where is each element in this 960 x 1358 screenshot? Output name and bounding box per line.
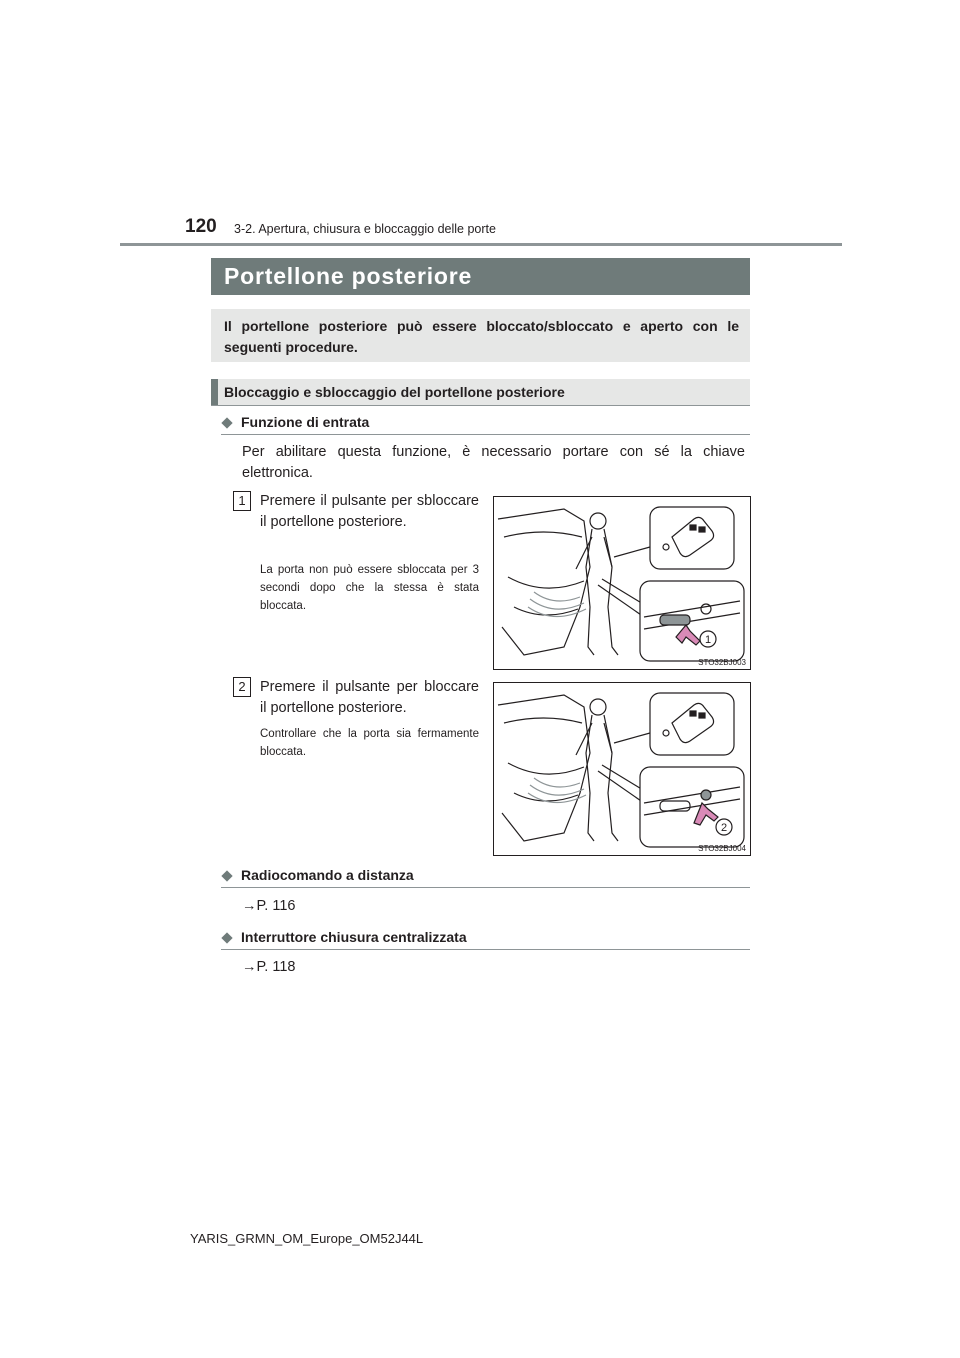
- diamond-bullet-icon: [221, 417, 232, 428]
- step-number-badge: 2: [233, 677, 251, 697]
- section-heading-text: Interruttore chiusura centralizzata: [241, 929, 467, 945]
- figure-unlock-tailgate: [493, 496, 751, 670]
- section-description: Per abilitare questa funzione, è necessario portare con sé la chiave elettronica.: [242, 444, 745, 481]
- section-heading-central-lock: [221, 929, 467, 945]
- figure-label: STO32BJ004: [698, 844, 746, 853]
- tailgate-lock-illustration: [494, 683, 750, 855]
- tailgate-unlock-illustration: [494, 497, 750, 669]
- figure-label: STO32BJ003: [698, 658, 746, 667]
- document-footer-code: YARIS_GRMN_OM_Europe_OM52J44L: [190, 1231, 424, 1246]
- diamond-bullet-icon: [221, 932, 232, 943]
- step-2-note: Controllare che la porta sia fermamente bloccata.: [260, 728, 479, 758]
- page-title: Portellone posteriore: [224, 263, 473, 289]
- figure-lock-tailgate: [493, 682, 751, 856]
- step-1-text: Premere il pulsante per sbloccare il portellone posteriore.: [260, 493, 479, 530]
- section-divider: [221, 887, 750, 888]
- intro-box: [211, 309, 750, 362]
- page-reference-link[interactable]: →P. 116: [242, 898, 296, 914]
- step-number-badge: 1: [233, 491, 251, 511]
- figure-callout-1: 1: [704, 634, 712, 646]
- header-divider: [120, 243, 842, 246]
- page-title-bar: [211, 258, 750, 295]
- section-heading-remote: [221, 867, 414, 883]
- section-heading-entry-function: [221, 414, 369, 430]
- diamond-bullet-icon: [221, 870, 232, 881]
- step-2-text: Premere il pulsante per bloccare il portellone posteriore.: [260, 679, 479, 716]
- intro-text: Il portellone posteriore può essere bloccato/sbloccato e aperto con le seguenti procedure.: [224, 318, 739, 355]
- subsection-bar: [211, 379, 750, 406]
- section-breadcrumb: 3-2. Apertura, chiusura e bloccaggio delle porte: [234, 222, 496, 236]
- section-divider: [221, 949, 750, 950]
- section-heading-text: Radiocomando a distanza: [241, 867, 414, 883]
- step-1-note: La porta non può essere sbloccata per 3 secondi dopo che la stessa è stata bloccata.: [260, 564, 479, 612]
- subsection-title: Bloccaggio e sbloccaggio del portellone posteriore: [224, 384, 565, 400]
- figure-callout-2: 2: [720, 822, 728, 834]
- page-number: 120: [185, 216, 217, 237]
- subsection-accent: [211, 379, 218, 405]
- section-heading-text: Funzione di entrata: [241, 414, 370, 430]
- section-divider: [221, 434, 750, 435]
- page-reference-link[interactable]: →P. 118: [242, 959, 296, 975]
